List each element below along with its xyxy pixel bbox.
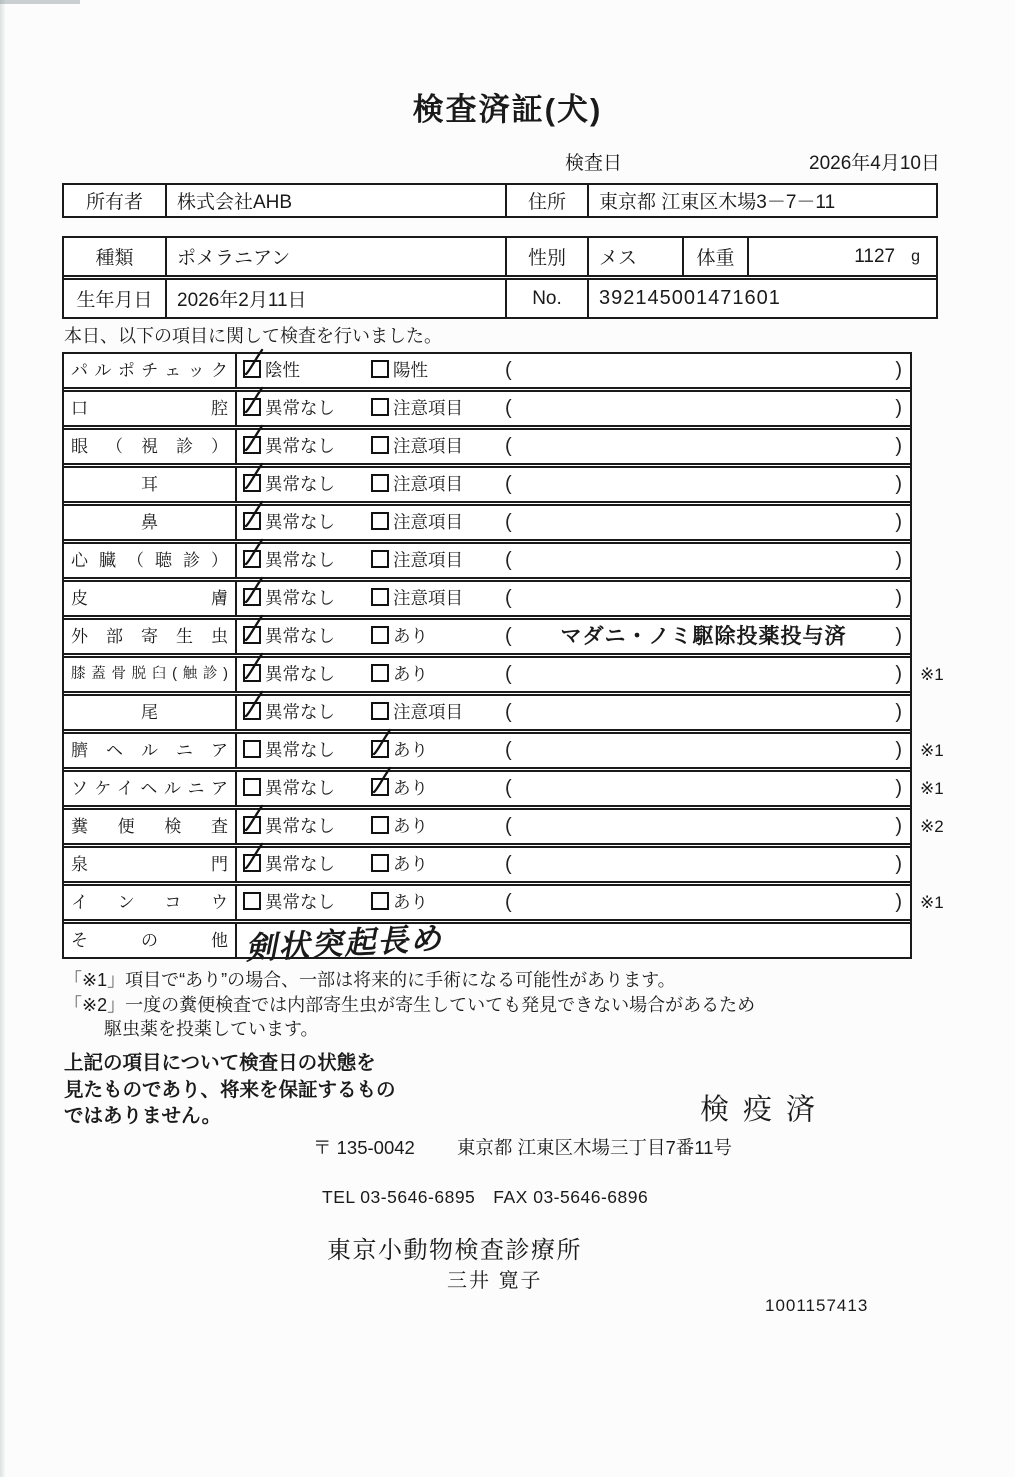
footnote-ref: ※1 bbox=[920, 893, 944, 912]
scan-edge-artifact bbox=[0, 0, 6, 1477]
weight-unit: g bbox=[911, 247, 920, 265]
checkbox-icon bbox=[371, 892, 389, 910]
checkbox-icon bbox=[371, 588, 389, 606]
footnote-1: 「※1」項目で“あり”の場合、一部は将来的に手術になる可能性があります。 bbox=[64, 970, 676, 990]
address-value: 東京都 江東区木場3－7－11 bbox=[599, 192, 836, 213]
address-label: 住所 bbox=[507, 185, 589, 216]
option-present: あり bbox=[371, 658, 428, 691]
breed-label: 種類 bbox=[64, 238, 167, 275]
paren-close: ) bbox=[895, 359, 902, 381]
page-title: 検査済証(犬) bbox=[412, 92, 603, 127]
checkbox-icon bbox=[243, 740, 261, 758]
exam-row-umbilical-hernia: 臍ヘルニア 異常なし あり ( ) ※1 bbox=[64, 734, 910, 772]
checkbox-icon bbox=[243, 702, 261, 720]
examiner-name: 三井 寛子 bbox=[447, 1270, 543, 1292]
checkbox-icon bbox=[243, 664, 261, 682]
checkbox-icon bbox=[243, 550, 261, 568]
exam-row-label: 外部寄生虫 bbox=[64, 620, 237, 653]
owner-row bbox=[64, 185, 936, 216]
option-caution: 注意項目 bbox=[371, 544, 463, 577]
exam-row-other bbox=[64, 920, 910, 967]
checkbox-icon bbox=[243, 398, 261, 416]
exam-row-mouth: 口腔 異常なし 注意項目 ( ) bbox=[64, 392, 910, 430]
exam-row-ears: 耳 異常なし 注意項目 ( ) bbox=[64, 468, 910, 506]
checkbox-icon bbox=[243, 360, 261, 378]
tel-fax-line: TEL 03-5646-6895 FAX 03-5646-6896 bbox=[322, 1187, 649, 1207]
footnote-2: 「※2」一度の糞便検査では内部寄生虫が寄生していても発見できない場合があるため bbox=[64, 995, 756, 1015]
clinic-address: 東京都 江東区木場三丁目7番11号 bbox=[456, 1137, 732, 1158]
birthdate-value: 2026年2月11日 bbox=[167, 280, 507, 317]
sex-value: メス bbox=[589, 238, 684, 275]
breed-row bbox=[64, 238, 936, 280]
option-no-abnormality: 異常なし bbox=[243, 506, 335, 539]
exam-row-inguinal-hernia: ソケイヘルニア 異常なし あり ( ) ※1 bbox=[64, 772, 910, 810]
checkbox-icon bbox=[371, 512, 389, 530]
inspection-date-value: 2026年4月10日 bbox=[809, 153, 940, 174]
footnote-2-continued: 駆虫薬を投薬しています。 bbox=[104, 1019, 319, 1039]
footnote-ref: ※2 bbox=[920, 817, 944, 836]
birthdate-row bbox=[64, 280, 936, 317]
option-no-abnormality: 異常なし bbox=[243, 620, 335, 653]
option-present: あり bbox=[371, 620, 428, 653]
option-caution: 注意項目 bbox=[371, 582, 463, 615]
inspection-date-row bbox=[565, 148, 940, 175]
footnote-ref: ※1 bbox=[920, 665, 944, 684]
exam-row-external-parasites: 外部寄生虫 異常なし あり ( マダニ・ノミ駆除投薬投与済 ) bbox=[64, 620, 910, 658]
checkbox-icon bbox=[243, 892, 261, 910]
postal-code: 〒 135-0042 bbox=[313, 1137, 415, 1158]
exam-row-label: 耳 bbox=[64, 468, 237, 501]
intro-text: 本日、以下の項目に関して検査を行いました。 bbox=[64, 326, 442, 346]
no-label: No. bbox=[507, 280, 589, 317]
exam-row-tail: 尾 異常なし 注意項目 ( ) bbox=[64, 696, 910, 734]
exam-row-label: 口腔 bbox=[64, 392, 237, 425]
checkbox-icon bbox=[243, 626, 261, 644]
exam-row-label: 皮膚 bbox=[64, 582, 237, 615]
exam-row-label: 鼻 bbox=[64, 506, 237, 539]
exam-row-label: 心臓（聴診） bbox=[64, 544, 237, 577]
exam-row-label: パルポチェック bbox=[64, 354, 237, 387]
option-no-abnormality: 異常なし bbox=[243, 430, 335, 463]
checkbox-icon bbox=[371, 702, 389, 720]
option-no-abnormality: 異常なし bbox=[243, 810, 335, 843]
exam-row-eyes: 眼（視診） 異常なし 注意項目 ( ) bbox=[64, 430, 910, 468]
disclaimer-text: 上記の項目について検査日の状態を 見たものであり、将来を保証するもの ではありません。 bbox=[64, 1052, 396, 1127]
option-no-abnormality: 異常なし bbox=[243, 658, 335, 691]
option-no-abnormality: 異常なし bbox=[243, 886, 335, 919]
paren-open: ( bbox=[505, 359, 512, 381]
option-present: あり bbox=[371, 886, 428, 919]
scan-edge-artifact bbox=[0, 0, 80, 4]
option-caution: 注意項目 bbox=[371, 430, 463, 463]
checkbox-icon bbox=[243, 588, 261, 606]
exam-row-label: 眼（視診） bbox=[64, 430, 237, 463]
checkbox-icon bbox=[371, 398, 389, 416]
option-no-abnormality: 異常なし bbox=[243, 772, 335, 805]
owner-value: 株式会社AHB bbox=[167, 185, 507, 216]
quarantine-passed-stamp: 検疫済 bbox=[700, 1094, 830, 1126]
checkbox-icon bbox=[243, 474, 261, 492]
checkbox-icon bbox=[371, 664, 389, 682]
weight-value-cell bbox=[749, 238, 936, 275]
exam-row-fecal-exam: 糞便検査 異常なし あり ( ) ※2 bbox=[64, 810, 910, 848]
exam-row-label: ソケイヘルニア bbox=[64, 772, 237, 805]
checkbox-icon bbox=[371, 740, 389, 758]
option-present: あり bbox=[371, 848, 428, 881]
exam-note bbox=[512, 354, 896, 387]
exam-row-skin: 皮膚 異常なし 注意項目 ( ) bbox=[64, 582, 910, 620]
handwritten-note: 剣状突起長め bbox=[244, 920, 444, 967]
option-negative: 陰性 bbox=[243, 354, 300, 387]
exam-row-fontanelle: 泉門 異常なし あり ( ) bbox=[64, 848, 910, 886]
owner-table bbox=[62, 183, 938, 218]
option-caution: 注意項目 bbox=[371, 392, 463, 425]
option-no-abnormality: 異常なし bbox=[243, 848, 335, 881]
exam-row-label: その他 bbox=[64, 924, 237, 957]
weight-label: 体重 bbox=[684, 238, 749, 275]
checkbox-icon bbox=[243, 778, 261, 796]
option-no-abnormality: 異常なし bbox=[243, 734, 335, 767]
birthdate-label: 生年月日 bbox=[64, 280, 167, 317]
option-caution: 注意項目 bbox=[371, 468, 463, 501]
checkbox-icon bbox=[243, 816, 261, 834]
option-present: あり bbox=[371, 772, 428, 805]
option-no-abnormality: 異常なし bbox=[243, 392, 335, 425]
option-no-abnormality: 異常なし bbox=[243, 582, 335, 615]
footnote-ref: ※1 bbox=[920, 741, 944, 760]
checkbox-icon bbox=[243, 436, 261, 454]
checkbox-icon bbox=[371, 854, 389, 872]
exam-row-label: 臍ヘルニア bbox=[64, 734, 237, 767]
exam-row-label: 膝蓋骨脱臼(触診) bbox=[64, 658, 237, 691]
clinic-name: 東京小動物検査診療所 bbox=[327, 1237, 582, 1264]
option-positive: 陽性 bbox=[371, 354, 428, 387]
option-caution: 注意項目 bbox=[371, 696, 463, 729]
checkbox-icon bbox=[371, 436, 389, 454]
exam-row-label: 糞便検査 bbox=[64, 810, 237, 843]
treatment-note: マダニ・ノミ駆除投薬投与済 bbox=[560, 625, 847, 648]
inspection-date-label: 検査日 bbox=[565, 153, 623, 174]
option-no-abnormality: 異常なし bbox=[243, 696, 335, 729]
exam-row-label: 泉門 bbox=[64, 848, 237, 881]
checkbox-icon bbox=[371, 550, 389, 568]
exam-table bbox=[62, 352, 944, 967]
footnote-ref: ※1 bbox=[920, 779, 944, 798]
no-value: 392145001471601 bbox=[599, 287, 781, 309]
checkbox-icon bbox=[243, 512, 261, 530]
option-no-abnormality: 異常なし bbox=[243, 468, 335, 501]
exam-row-heart: 心臓（聴診） 異常なし 注意項目 ( ) bbox=[64, 544, 910, 582]
option-present: あり bbox=[371, 810, 428, 843]
exam-row-inkou: インコウ 異常なし あり ( ) ※1 bbox=[64, 886, 910, 924]
checkbox-icon bbox=[371, 360, 389, 378]
checkbox-icon bbox=[371, 816, 389, 834]
exam-row-nose: 鼻 異常なし 注意項目 ( ) bbox=[64, 506, 910, 544]
owner-label: 所有者 bbox=[64, 185, 167, 216]
checkbox-icon bbox=[371, 778, 389, 796]
breed-value: ポメラニアン bbox=[167, 238, 507, 275]
exam-row-label: インコウ bbox=[64, 886, 237, 919]
option-caution: 注意項目 bbox=[371, 506, 463, 539]
checkbox-icon bbox=[243, 854, 261, 872]
exam-row-label: 尾 bbox=[64, 696, 237, 729]
exam-row-parvo bbox=[64, 354, 910, 392]
pet-info-table bbox=[62, 236, 938, 319]
option-no-abnormality: 異常なし bbox=[243, 544, 335, 577]
checkbox-icon bbox=[371, 474, 389, 492]
serial-number: 1001157413 bbox=[765, 1296, 869, 1315]
exam-row-patella: 膝蓋骨脱臼(触診) 異常なし あり ( ) ※1 bbox=[64, 658, 910, 696]
clinic-address-line bbox=[313, 1134, 732, 1160]
option-present: あり bbox=[371, 734, 428, 767]
sex-label: 性別 bbox=[507, 238, 589, 275]
checkbox-icon bbox=[371, 626, 389, 644]
weight-value: 1127 bbox=[854, 245, 896, 267]
